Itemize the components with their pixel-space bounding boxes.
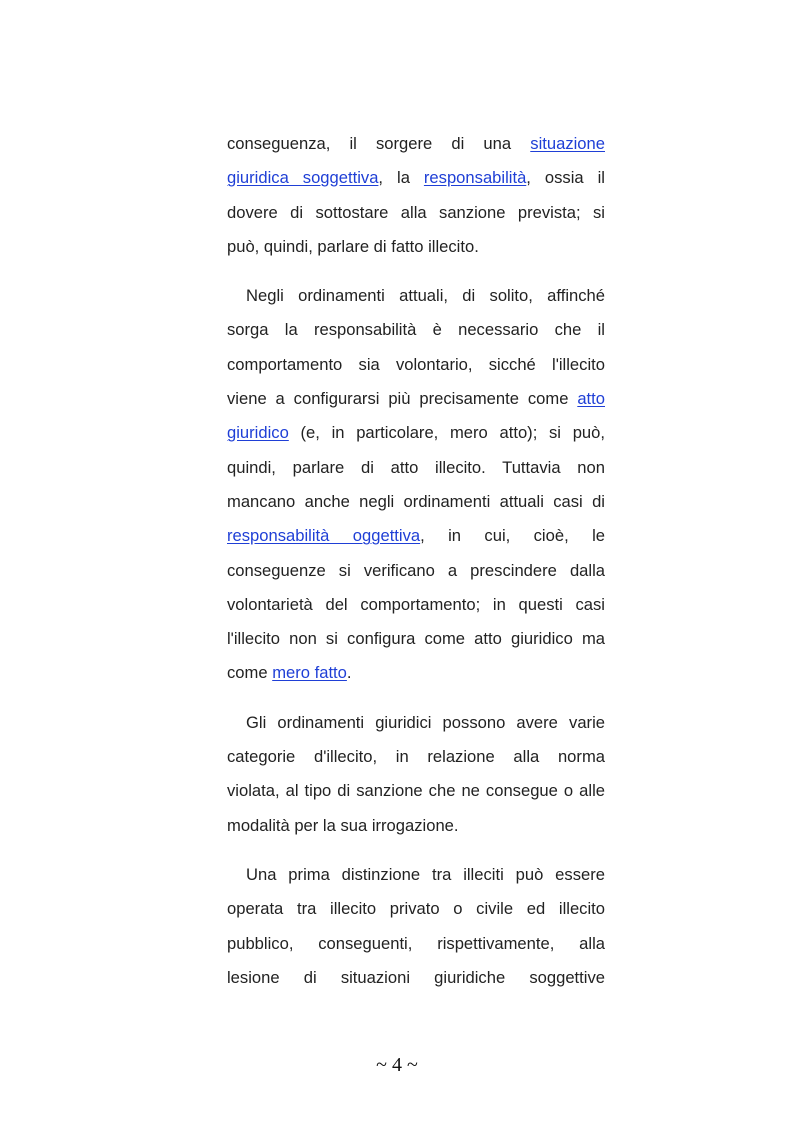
text-line: giuridico (e, in particolare, mero atto); si può, bbox=[227, 423, 605, 443]
text-line: sorga la responsabilità è necessario che il bbox=[227, 320, 605, 340]
link-situazione[interactable]: situazione bbox=[530, 134, 605, 153]
text-line: Gli ordinamenti giuridici possono avere varie bbox=[246, 712, 605, 732]
paragraph-4 bbox=[227, 858, 605, 995]
text-line: Una prima distinzione tra illeciti può essere bbox=[246, 864, 605, 884]
text-line: viene a configurarsi più precisamente come atto bbox=[227, 389, 605, 409]
link-giuridica-soggettiva[interactable]: giuridica soggettiva bbox=[227, 168, 379, 188]
link-responsabilita[interactable]: responsabilità bbox=[423, 168, 527, 188]
paragraph-2 bbox=[227, 279, 605, 691]
text-line: l'illecito non si configura come atto giuridico ma bbox=[227, 629, 605, 649]
text-line: comportamento sia volontario, sicché l'illecito bbox=[227, 354, 605, 374]
text-line: quindi, parlare di atto illecito. Tuttavia non bbox=[227, 457, 605, 477]
link-mero-fatto[interactable]: mero fatto bbox=[272, 663, 347, 683]
text-line: giuridica soggettiva, la responsabilità, ossia il bbox=[227, 168, 605, 188]
page-number: ~ 4 ~ bbox=[376, 1054, 418, 1076]
paragraph-3 bbox=[227, 706, 605, 843]
text-line: operata tra illecito privato o civile ed illecito bbox=[227, 899, 605, 919]
text-line: conseguenza, il sorgere di una situazione bbox=[227, 134, 605, 153]
text-line: come mero fatto. bbox=[227, 663, 352, 683]
text-line: violata, al tipo di sanzione che ne consegue o alle bbox=[227, 781, 605, 801]
link-responsabilita-oggettiva[interactable]: responsabilità oggettiva bbox=[227, 526, 421, 546]
text-line: pubblico, conseguenti, rispettivamente, alla bbox=[227, 933, 605, 953]
link-giuridico[interactable]: giuridico bbox=[227, 423, 289, 443]
body-text bbox=[227, 127, 605, 995]
link-atto[interactable]: atto bbox=[577, 389, 605, 409]
text-line: modalità per la sua irrogazione. bbox=[227, 815, 459, 835]
text-line: Negli ordinamenti attuali, di solito, affinché bbox=[246, 286, 605, 306]
text-line: categorie d'illecito, in relazione alla norma bbox=[227, 747, 605, 767]
text-line: conseguenze si verificano a prescindere dalla bbox=[227, 560, 605, 580]
text-line: responsabilità oggettiva, in cui, cioè, le bbox=[227, 526, 605, 546]
paragraph-1 bbox=[227, 127, 605, 264]
text-line: lesione di situazioni giuridiche soggettive bbox=[227, 967, 605, 987]
text-line: volontarietà del comportamento; in questi casi bbox=[227, 594, 605, 614]
text-line: dovere di sottostare alla sanzione prevista; si bbox=[227, 202, 605, 222]
text-line: può, quindi, parlare di fatto illecito. bbox=[227, 236, 479, 256]
text-line: mancano anche negli ordinamenti attuali casi di bbox=[227, 491, 605, 511]
